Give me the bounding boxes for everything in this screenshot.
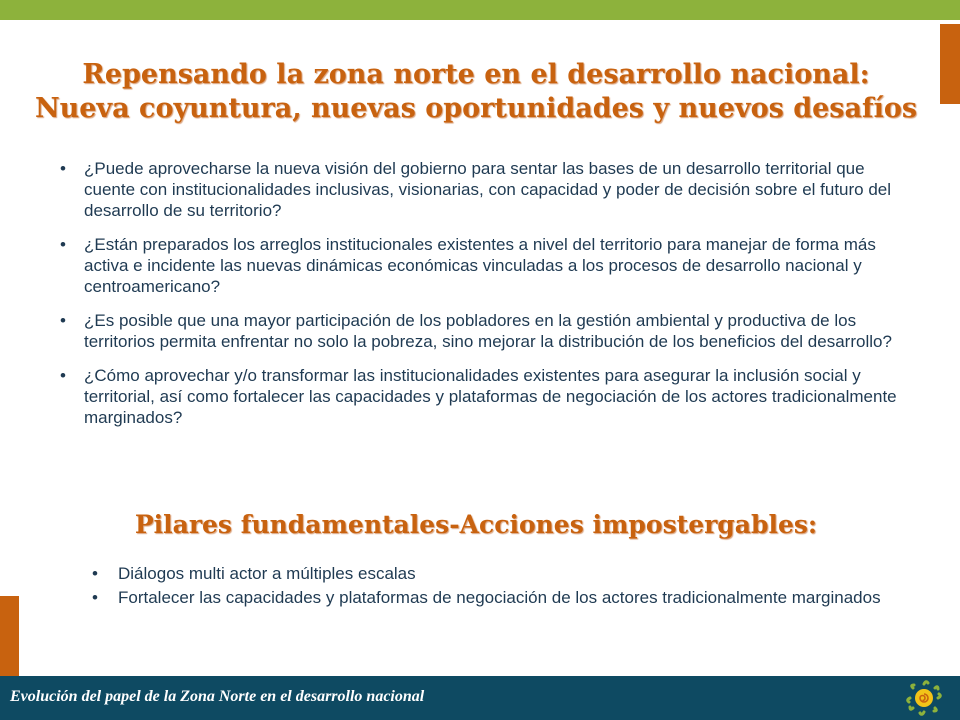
- question-item: • ¿Están preparados los arreglos institucionales existentes a nivel del territorio para manejar de forma más activa e incidente las nuevas dinámicas económicas vinculadas a los procesos de desarrollo nacional y centroamericano?: [58, 234, 918, 297]
- sun-logo-icon: [900, 678, 948, 718]
- question-item: • ¿Puede aprovecharse la nueva visión del gobierno para sentar las bases de un desarrollo territorial que cuente con institucionalidades inclusivas, visionarias, con capacidad y poder de decisión sobre el futuro del desarrollo de su territorio?: [58, 158, 918, 221]
- footer-text: Evolución del papel de la Zona Norte en el desarrollo nacional: [10, 688, 425, 705]
- footer-bar: [0, 676, 960, 720]
- slide-title-line2: Nueva coyuntura, nuevas oportunidades y nuevos desafíos: [34, 93, 918, 124]
- questions-list: [58, 158, 918, 441]
- pillar-item: • Diálogos multi actor a múltiples escalas: [90, 562, 890, 586]
- slide-title: [20, 58, 932, 126]
- pillar-item: • Fortalecer las capacidades y plataformas de negociación de los actores tradicionalmente marginados: [90, 586, 890, 610]
- right-accent-bar: [940, 24, 960, 104]
- question-item: • ¿Es posible que una mayor participación de los pobladores en la gestión ambiental y productiva de los territorios permita enfrentar no solo la pobreza, sino mejorar la distribución de los beneficios del desarrollo?: [58, 310, 918, 352]
- pillars-heading: Pilares fundamentales-Acciones impostergables:: [134, 510, 818, 539]
- slide-title-line1: Repensando la zona norte en el desarrollo nacional:: [82, 59, 870, 90]
- top-green-bar: [0, 0, 960, 20]
- pillars-list: [90, 562, 890, 610]
- left-accent-bar: [0, 596, 19, 676]
- question-item: • ¿Cómo aprovechar y/o transformar las institucionalidades existentes para asegurar la inclusión social y territorial, así como fortalecer las capacidades y plataformas de negociación de los actores tradicionalmente marginados?: [58, 365, 918, 428]
